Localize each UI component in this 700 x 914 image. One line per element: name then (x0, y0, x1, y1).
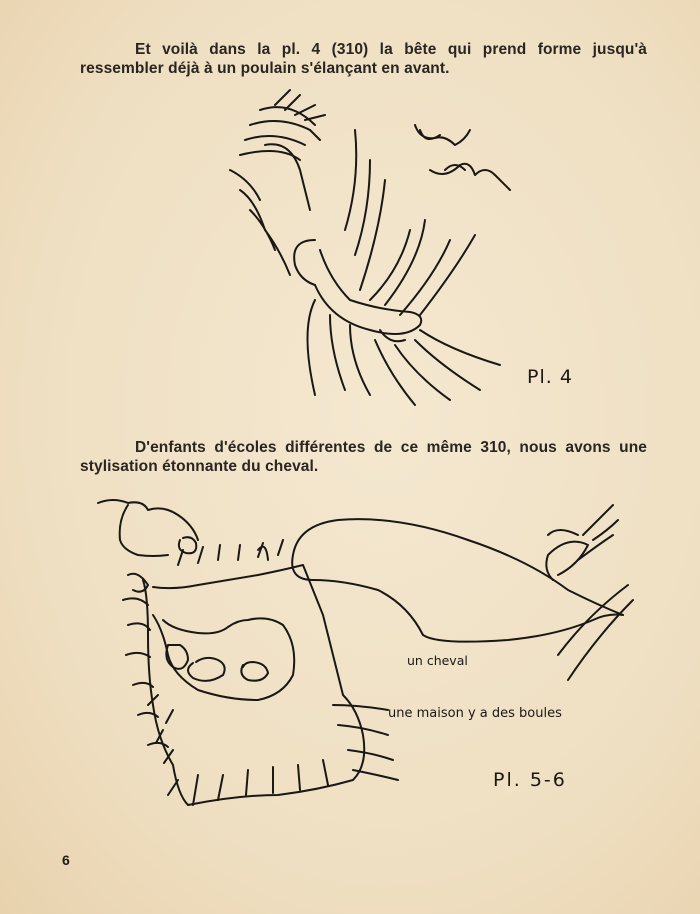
child-drawing-colt (220, 90, 520, 410)
horse-annotation: un cheval (407, 653, 468, 668)
paragraph-2-text: D'enfants d'écoles différentes de ce même 310, nous avons une stylisation étonnante du cheval. (80, 439, 647, 475)
paragraph-1 (80, 40, 647, 78)
colt-loop-scribbles (415, 125, 510, 190)
page-number: 6 (62, 852, 70, 868)
house-annotation: une maison y a des boules (388, 706, 562, 721)
paragraph-1-text: Et voilà dans la pl. 4 (310) la bête qui prend forme jusqu'à ressembler déjà à un poulain s'élançant en avant. (80, 41, 647, 77)
colt-mane-scribble (230, 90, 325, 275)
colt-strands (308, 130, 501, 405)
plate-4-label: Pl. 4 (527, 366, 573, 388)
paragraph-2 (80, 438, 647, 476)
house-shape (123, 540, 398, 805)
plate-5-6-label: Pl. 5-6 (493, 769, 567, 791)
